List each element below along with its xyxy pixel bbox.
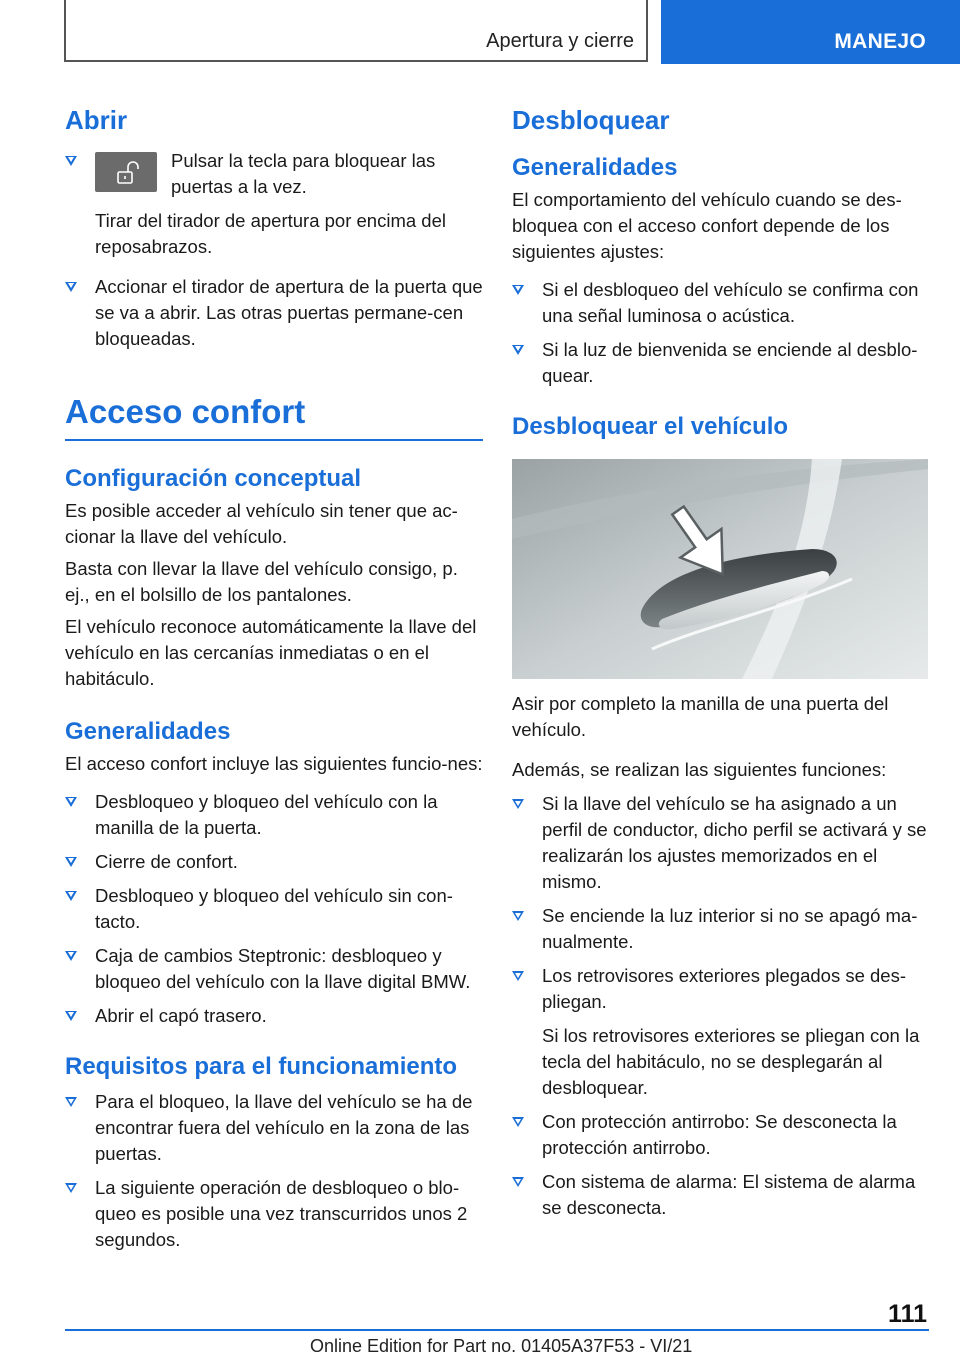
bullet-triangle-icon	[512, 345, 524, 355]
bullet-triangle-icon	[512, 1177, 524, 1187]
bullet-triangle-icon	[65, 797, 77, 807]
desbloquear-heading: Desbloquear	[512, 105, 670, 135]
bullet-triangle-icon	[65, 891, 77, 901]
list-item	[65, 789, 483, 841]
list-item-text: Cierre de confort.	[95, 850, 238, 872]
list-item-text: Si la luz de bienvenida se enciende al desblo‐quear.	[542, 338, 918, 386]
bullet-triangle-icon	[512, 285, 524, 295]
list-item-text: Para el bloqueo, la llave del vehículo se ha de encontrar fuera del vehículo en la zona de las puertas.	[95, 1091, 473, 1165]
section-title: MANEJO	[834, 30, 926, 53]
unlock-button-icon	[95, 152, 157, 192]
list-item	[65, 1175, 483, 1253]
generalidades-heading: Generalidades	[65, 717, 231, 745]
acceso-paragraph-3: El vehículo reconoce automáticamente la llave del vehículo en las cercanías inmediatas o en el habitáculo.	[65, 615, 477, 689]
list-item-text: Abrir el capó trasero.	[95, 1004, 267, 1026]
page-number: 111	[888, 1300, 927, 1328]
abrir-item-1: Pulsar la tecla para bloquear las puertas a la vez.	[171, 149, 436, 197]
bullet-triangle-icon	[65, 951, 77, 961]
bullet-triangle-icon	[65, 1183, 77, 1193]
list-item	[65, 883, 483, 935]
list-item-text: Caja de cambios Steptronic: desbloqueo y bloqueo del vehículo con la llave digital BMW.	[95, 944, 471, 992]
chapter-title: Apertura y cierre	[486, 30, 634, 52]
generalidades-intro: El acceso confort incluye las siguientes funcio‐nes:	[65, 752, 483, 774]
acceso-confort-heading: Acceso confort	[65, 392, 306, 430]
door-handle-photo	[512, 459, 928, 679]
footer-rule	[65, 1329, 929, 1331]
chapter-tab	[64, 0, 648, 62]
bullet-triangle-icon	[512, 1117, 524, 1127]
list-item-text: Con protección antirrobo: Se desconecta la protección antirrobo.	[542, 1111, 897, 1159]
list-item	[65, 1089, 483, 1167]
abrir-heading: Abrir	[65, 105, 128, 135]
list-item-text: Con sistema de alarma: El sistema de alarma se desconecta.	[542, 1171, 916, 1219]
list-item	[65, 1003, 483, 1029]
list-item-text: Si el desbloqueo del vehículo se confirma con una señal luminosa o acústica.	[542, 278, 919, 326]
bullet-triangle-icon	[512, 799, 524, 809]
edition-note: Online Edition for Part no. 01405A37F53 - VI/21	[310, 1336, 693, 1356]
heading-rule	[65, 439, 483, 441]
vehiculo-item-3-cont: Si los retrovisores exteriores se pliegan con la tecla del habitáculo, no se desplegarán al desbloquear.	[542, 1025, 920, 1099]
acceso-paragraph-2: Basta con llevar la llave del vehículo consigo, p. ej., en el bolsillo de los pantalones.	[65, 557, 458, 605]
list-item-text: La siguiente operación de desbloqueo o blo‐queo es posible una vez transcurridos unos 2 segundos.	[95, 1177, 468, 1251]
list-item	[512, 1169, 928, 1221]
configuracion-heading: Configuración conceptual	[65, 464, 362, 492]
desbloquear-vehiculo-heading: Desbloquear el vehículo	[512, 412, 789, 440]
bullet-triangle-icon	[512, 911, 524, 921]
bullet-triangle-icon	[65, 156, 77, 166]
list-item-text: Se enciende la luz interior si no se apagó ma‐nualmente.	[542, 905, 918, 953]
list-item	[512, 903, 928, 955]
list-item-text: Si la llave del vehículo se ha asignado a un perfil de conductor, dicho perfil se activará y se realizarán los ajustes memorizados en el mismo.	[542, 793, 927, 893]
right-column	[512, 96, 928, 1221]
requisitos-heading: Requisitos para el funcionamiento	[65, 1052, 458, 1080]
left-column	[65, 96, 483, 1253]
list-item-text: Los retrovisores exteriores plegados se des‐pliegan.	[542, 965, 907, 1013]
desbloquear-generalidades-heading: Generalidades	[512, 153, 678, 181]
list-item-text: Desbloqueo y bloqueo del vehículo con la manilla de la puerta.	[95, 790, 438, 838]
bullet-triangle-icon	[65, 282, 77, 292]
list-item	[65, 274, 483, 352]
bullet-triangle-icon	[65, 1011, 77, 1021]
section-tab	[661, 0, 960, 64]
list-item	[512, 1109, 928, 1161]
vehiculo-paragraph-2: Además, se realizan las siguientes funciones:	[512, 759, 887, 781]
abrir-item-2: Accionar el tirador de apertura de la puerta que se va a abrir. Las otras puertas permane‐cen bloqueadas.	[95, 275, 483, 349]
door-handle-illustration	[512, 459, 928, 679]
page-header	[0, 0, 960, 66]
bullet-triangle-icon	[65, 857, 77, 867]
bullet-triangle-icon	[512, 971, 524, 981]
list-item	[65, 943, 483, 995]
list-item	[512, 963, 928, 1015]
desbloquear-paragraph: El comportamiento del vehículo cuando se des‐bloquea con el acceso confort depende de los siguientes ajustes:	[512, 188, 902, 262]
acceso-paragraph-1: Es posible acceder al vehículo sin tener que ac‐cionar la llave del vehículo.	[65, 499, 458, 547]
list-item	[512, 791, 928, 895]
list-item	[512, 337, 928, 389]
vehiculo-paragraph-1: Asir por completo la manilla de una puerta del vehículo.	[512, 693, 889, 741]
list-item-text: Desbloqueo y bloqueo del vehículo sin con‐tacto.	[95, 884, 453, 932]
list-item	[65, 849, 483, 875]
list-item	[512, 277, 928, 329]
bullet-triangle-icon	[65, 1097, 77, 1107]
abrir-item-1-cont: Tirar del tirador de apertura por encima del reposabrazos.	[95, 209, 446, 257]
list-item	[65, 148, 483, 200]
